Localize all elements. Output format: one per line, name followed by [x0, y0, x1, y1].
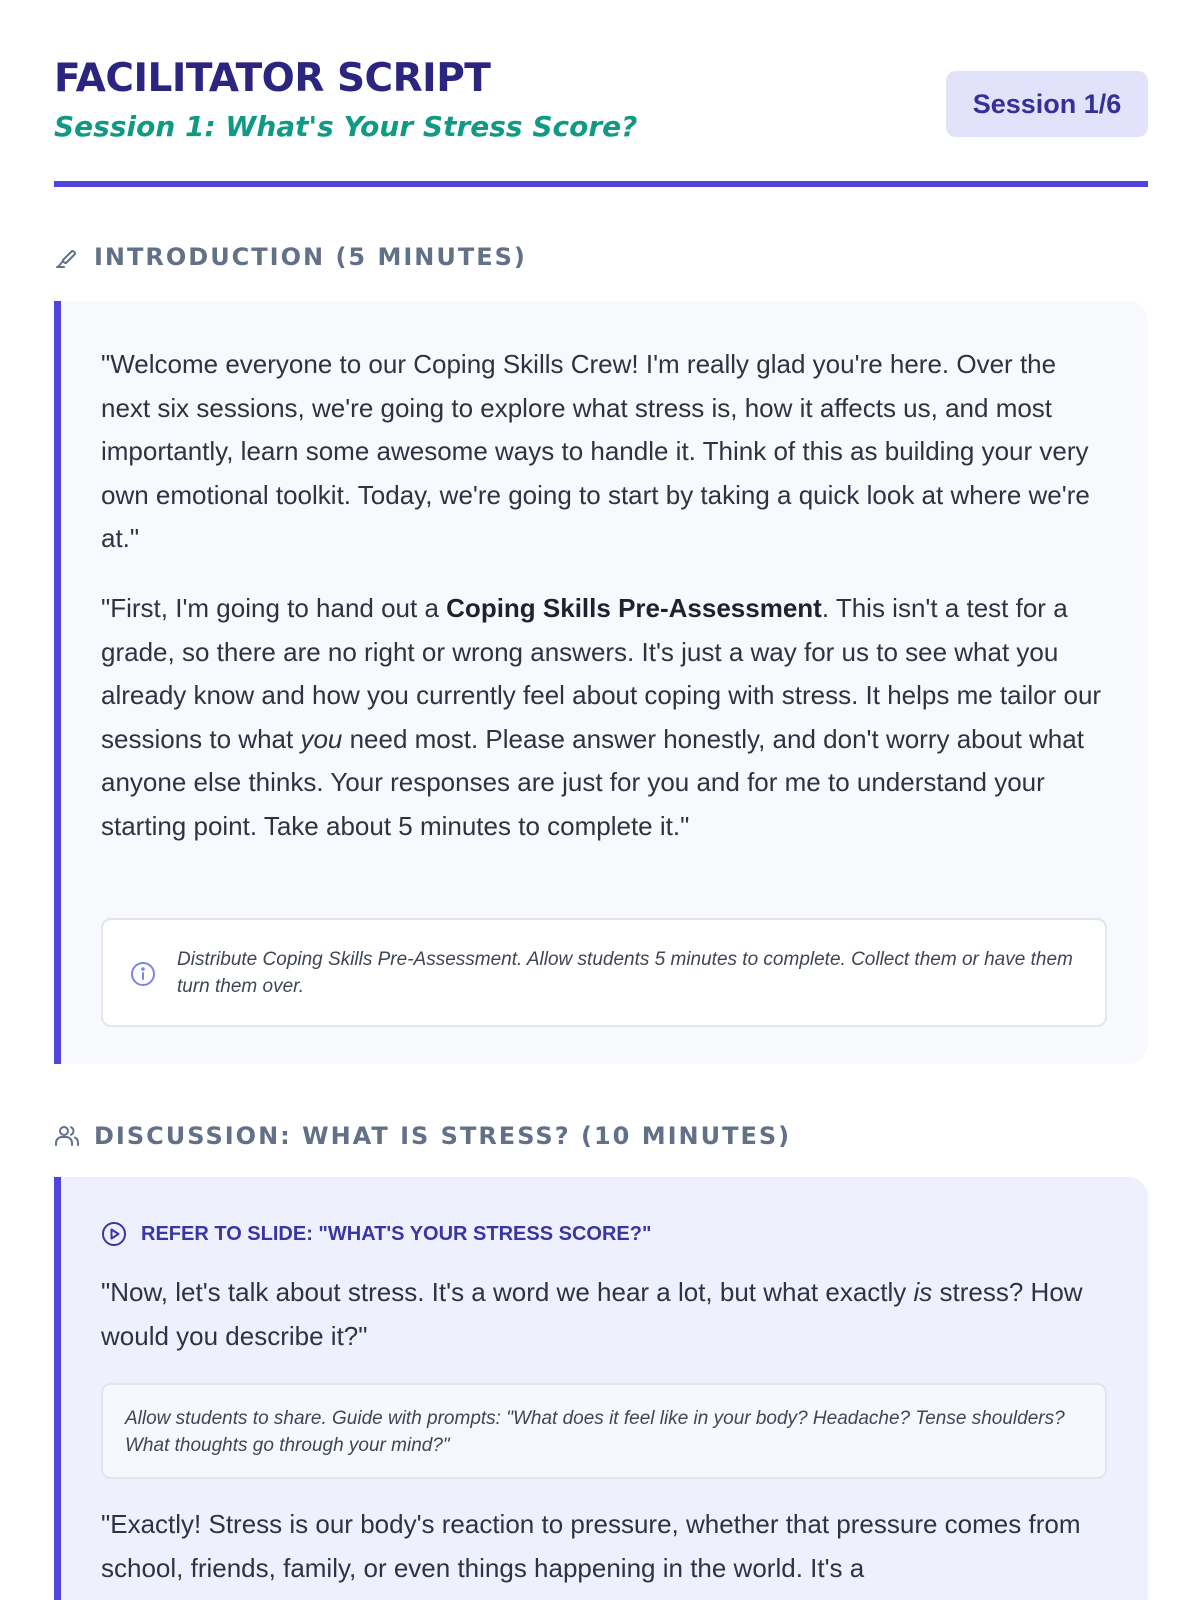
- script-paragraph: [101, 1271, 1111, 1358]
- facilitator-note: [101, 918, 1107, 1027]
- paragraph-text: need most. Please answer honestly, and don't worry about what anyone else thinks. Your responses are just for you and for me to understand your starting point. Take about 5 minutes to complete it.": [101, 723, 1084, 841]
- session-badge: Session 1/6: [946, 71, 1148, 137]
- paragraph-text: . This isn't a test for a grade, so there are no right or wrong answers. It's just a way for us to see what you already know and how you currently feel about coping with stress. It helps me tailor our sessions to what: [101, 593, 1102, 754]
- script-card-discussion: [54, 1177, 1148, 1600]
- page-header: [54, 54, 1148, 143]
- assessment-name: Coping Skills Pre-Assessment: [446, 593, 822, 623]
- section-title: DISCUSSION: WHAT IS STRESS? (10 MINUTES): [94, 1122, 792, 1150]
- section-title: INTRODUCTION (5 MINUTES): [94, 243, 527, 271]
- script-paragraph: [101, 587, 1111, 848]
- page-title: FACILITATOR SCRIPT: [54, 56, 491, 101]
- note-text: Distribute Coping Skills Pre-Assessment. Allow students 5 minutes to complete. Collect them or have them turn them over.: [177, 949, 1073, 997]
- slide-reference-label: REFER TO SLIDE: "WHAT'S YOUR STRESS SCORE?": [141, 1223, 652, 1245]
- script-paragraph: "Exactly! Stress is our body's reaction to pressure, whether that pressure comes from school, friends, family, or even things happening in the world. It's a: [101, 1509, 1081, 1583]
- emphasis-text: is: [913, 1277, 933, 1307]
- info-icon: [130, 961, 156, 987]
- note-text: Allow students to share. Guide with prompts: "What does it feel like in your body? Headache? Tense shoulders? What thoughts go through your mind?": [125, 1408, 1065, 1456]
- facilitator-note: [101, 1383, 1107, 1479]
- microphone-icon: [54, 244, 80, 270]
- script-card-introduction: [54, 301, 1148, 1064]
- paragraph-text: stress? How would you describe it?": [101, 1277, 1083, 1351]
- header-divider: [54, 181, 1148, 187]
- users-icon: [54, 1123, 80, 1149]
- play-circle-icon: [101, 1221, 127, 1247]
- script-paragraph: "Welcome everyone to our Coping Skills Crew! I'm really glad you're here. Over the next six sessions, we're going to explore what stress is, how it affects us, and most importantly, learn some awesome ways to handle it. Think of this as building your very own emotional toolkit. Today, we're going to start by taking a quick look at where we're at.": [101, 349, 1090, 553]
- paragraph-text: "Now, let's talk about stress. It's a word we hear a lot, but what exactly: [101, 1277, 914, 1307]
- paragraph-text: "First, I'm going to hand out a: [101, 593, 447, 623]
- emphasis-text: you: [300, 723, 343, 754]
- session-subtitle: Session 1: What's Your Stress Score?: [54, 110, 638, 143]
